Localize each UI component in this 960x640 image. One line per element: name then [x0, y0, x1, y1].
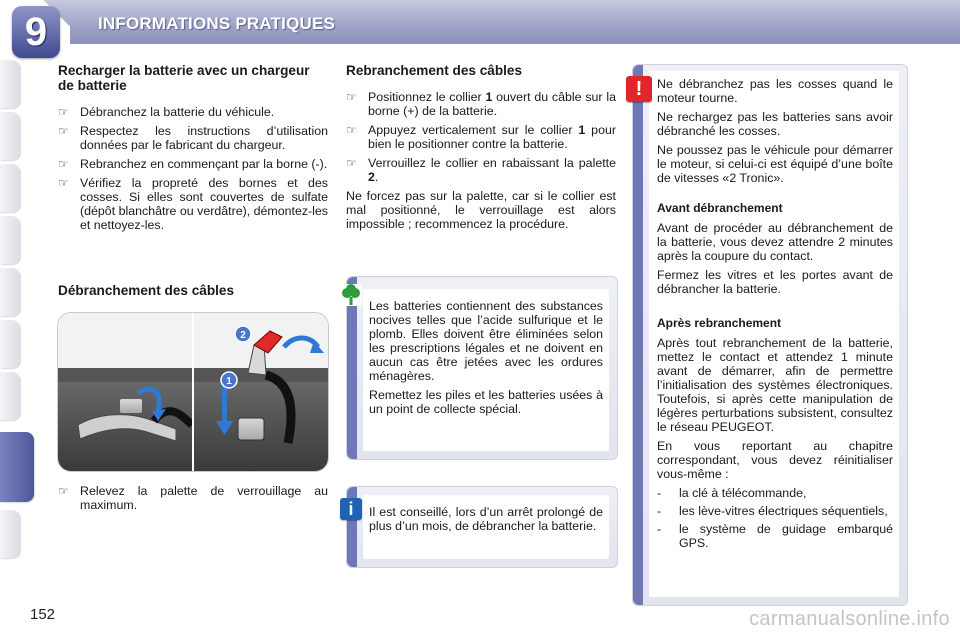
column-rebranchement [346, 63, 616, 236]
box-strip [633, 65, 643, 605]
chapter-tab[interactable] [0, 372, 20, 420]
list-item: ☞ Relevez la palette de verrouillage au maximum. [58, 484, 328, 512]
chapter-tab[interactable] [0, 216, 20, 264]
lever-step [58, 484, 328, 517]
reset-list [657, 486, 893, 550]
warning-box-content [649, 71, 899, 597]
pointing-hand-icon: ☞ [346, 123, 357, 137]
warning-paragraph: Ne poussez pas le véhicule pour démarrer le moteur, si celui-ci est équipé d’une boîte de vitesses «2 Tronic». [657, 143, 893, 185]
chapter-tab[interactable] [0, 112, 20, 160]
warning-box [632, 64, 908, 606]
chapter-badge: 9 [12, 6, 60, 58]
battery-clamp-drawing [58, 313, 328, 471]
force-warning-paragraph: Ne forcez pas sur la palette, car si le collier est mal positionné, le verrouillage est alors impossible ; recommencez la procédure. [346, 189, 616, 231]
section-title-debranchement: Débranchement des câbles [58, 283, 235, 298]
pointing-hand-icon: ☞ [58, 157, 69, 171]
avant-paragraph: Avant de procéder au débranchement de la batterie, vous devez attendre 2 minutes après la coupure du contact. [657, 221, 893, 263]
apres-paragraph: Après tout rebranchement de la batterie, mettez le contact et attendez 1 minute avant de démarrer, afin de permettre l’initialisation des systèmes électroniques. Toutefois, si après cette manipulation de légères perturbations subsistent, consultez le réseau PEUGEOT. [657, 336, 893, 434]
list-item: ☞ Débranchez la batterie du véhicule. [58, 105, 275, 119]
chapter-title: INFORMATIONS PRATIQUES [98, 14, 336, 33]
chapter-tab[interactable] [0, 268, 20, 316]
info-text: Il est conseillé, lors d’un arrêt prolongé de plus d’un mois, de débrancher la batterie. [369, 505, 603, 533]
section-title-charger: Recharger la batterie avec un chargeur de batterie [58, 63, 310, 93]
tree-icon [340, 284, 362, 306]
avant-title: Avant débranchement [657, 201, 783, 215]
info-box [346, 486, 618, 568]
page-number: 152 [30, 606, 56, 623]
list-item: - le système de guidage embarqué GPS. [657, 522, 893, 550]
environment-box-content [363, 289, 609, 451]
battery-terminal-illustration [57, 312, 329, 472]
callout-label-1: 1 [226, 376, 232, 387]
chapter-tab-active[interactable] [0, 432, 34, 502]
list-item: - les lève-vitres électriques séquentiels, [657, 504, 888, 518]
environment-paragraph: Les batteries contiennent des substances nocives telles que l’acide sulfurique et le plomb. Elles doivent être éliminées selon les prescriptions légales et ne doivent en aucun cas être jetées avec les ordures ménagères. [369, 299, 603, 383]
chapter-tab[interactable] [0, 320, 20, 368]
list-item: ☞ Positionnez le collier 1 ouvert du câble sur la borne (+) de la batterie. [346, 90, 616, 118]
chapter-tab[interactable] [0, 510, 20, 558]
chapter-tab[interactable] [0, 164, 20, 212]
list-item: ☞ Verrouillez le collier en rabaissant la palette 2. [346, 156, 616, 184]
apres-paragraph: En vous reportant au chapitre correspondant, vous devez réinitialiser vous-même : [657, 439, 893, 481]
list-item: - la clé à télécommande, [657, 486, 807, 500]
section-title-rebranchement: Rebranchement des câbles [346, 63, 523, 78]
info-box-content [363, 495, 609, 559]
pointing-hand-icon: ☞ [346, 156, 357, 170]
list-item: ☞ Rebranchez en commençant par la borne (-). [58, 157, 328, 171]
pointing-hand-icon: ☞ [58, 176, 69, 190]
callout-label-2: 2 [240, 330, 246, 341]
warning-paragraph: Ne rechargez pas les batteries sans avoir débranché les cosses. [657, 110, 893, 138]
list-item: ☞ Appuyez verticalement sur le collier 1 pour bien le positionner contre la batterie. [346, 123, 616, 151]
chapter-tab[interactable] [0, 60, 20, 108]
charger-steps [58, 105, 328, 232]
avant-paragraph: Fermez les vitres et les portes avant de débrancher la batterie. [657, 268, 893, 296]
pointing-hand-icon: ☞ [58, 484, 69, 498]
chapter-tab-rail [0, 60, 22, 580]
column-charger [58, 63, 328, 237]
info-icon: i [340, 498, 362, 520]
environment-paragraph: Remettez les piles et les batteries usées à un point de collecte spécial. [369, 388, 603, 416]
list-item: ☞ Respectez les instructions d’utilisation données par le fabricant du chargeur. [58, 124, 328, 152]
list-item: ☞ Vérifiez la propreté des bornes et des cosses. Si elles sont couvertes de sulfate (dépôt blanchâtre ou verdâtre), démontez-les et nettoyez-les. [58, 176, 328, 232]
pointing-hand-icon: ☞ [58, 105, 69, 119]
warning-exclamation-icon: ! [626, 76, 652, 102]
pointing-hand-icon: ☞ [58, 124, 69, 138]
warning-paragraph: Ne débranchez pas les cosses quand le moteur tourne. [657, 77, 893, 105]
rebranchement-steps [346, 90, 616, 184]
environment-box [346, 276, 618, 460]
watermark: carmanualsonline.info [749, 608, 950, 630]
apres-title: Après rebranchement [657, 316, 782, 330]
pointing-hand-icon: ☞ [346, 90, 357, 104]
